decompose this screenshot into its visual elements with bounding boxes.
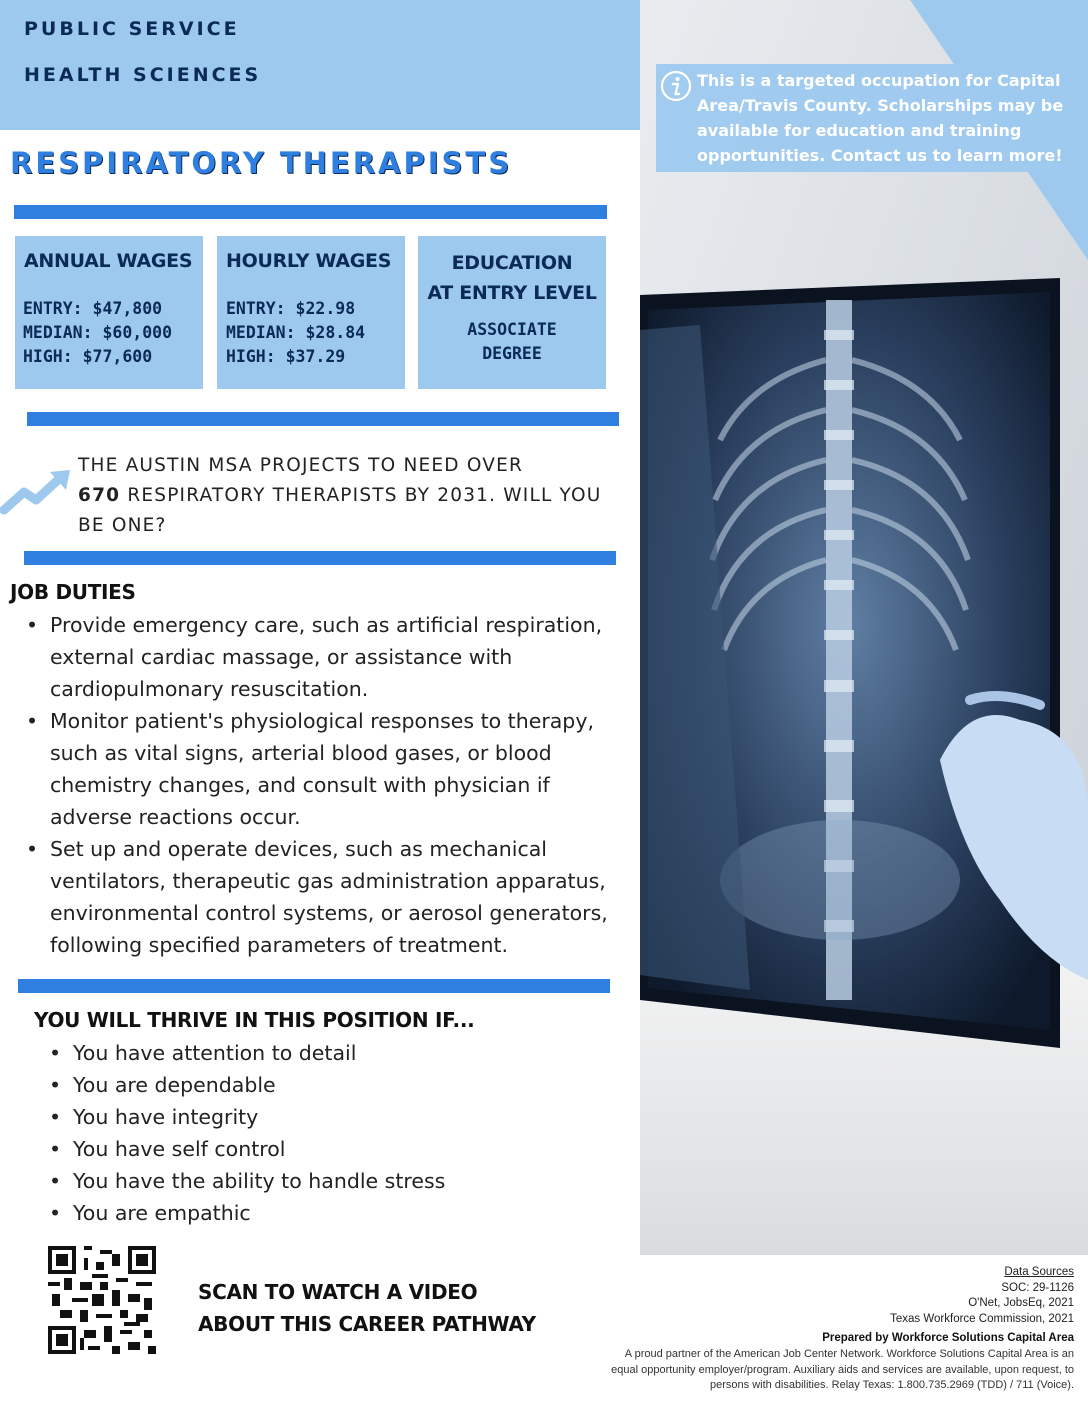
hourly-entry: ENTRY: $22.98 — [226, 299, 356, 318]
education-title-line-2: AT ENTRY LEVEL — [427, 282, 597, 304]
education-card — [418, 236, 606, 389]
hourly-median: MEDIAN: $28.84 — [226, 323, 366, 342]
page-title: RESPIRATORY THERAPISTS — [10, 146, 513, 180]
annual-high: HIGH: $77,600 — [23, 347, 153, 366]
projection-part-1: THE AUSTIN MSA PROJECTS TO NEED OVER — [78, 455, 524, 476]
soc-code: SOC: 29-1126 — [1001, 1281, 1074, 1294]
annual-wages-title: ANNUAL WAGES — [24, 250, 193, 272]
hourly-high: HIGH: $37.29 — [226, 347, 346, 366]
info-icon — [660, 70, 692, 102]
education-title — [418, 248, 606, 308]
source-line: Texas Workforce Commission, 2021 — [890, 1312, 1074, 1325]
disclaimer: A proud partner of the American Job Center Network. Workforce Solutions Capital Area is an equal opportunity employer/program. Auxiliary aids and services are available, upon request, to persons with disabilities. Relay Texas: 1.800.735.2969 (TDD) / 711 (Voice). — [611, 1348, 1074, 1391]
list-item: • You have self control — [45, 1133, 605, 1165]
xray-photo — [640, 0, 1088, 1255]
career-pathway: HEALTH SCIENCES — [24, 64, 262, 86]
thrive-list — [45, 1037, 605, 1229]
data-sources — [634, 1265, 1074, 1327]
education-value-line-2: DEGREE — [482, 344, 542, 363]
list-item: • Provide emergency care, such as artificial respiration, external cardiac massage, or assistance with cardiopulmonary resuscitation. — [22, 609, 632, 705]
divider — [14, 205, 607, 219]
career-cluster: PUBLIC SERVICE — [24, 18, 240, 40]
education-value-line-1: ASSOCIATE — [467, 320, 557, 339]
data-sources-heading: Data Sources — [1004, 1266, 1074, 1278]
prepared-by: Prepared by Workforce Solutions Capital Area — [822, 1332, 1074, 1344]
list-item: • Monitor patient's physiological responses to therapy, such as vital signs, arterial blood gases, or blood chemistry changes, and consult with physician if adverse reactions occur. — [22, 705, 632, 833]
list-item: • You have attention to detail — [45, 1037, 605, 1069]
divider — [27, 412, 619, 426]
hourly-wages-card — [217, 236, 405, 389]
list-item: • You are dependable — [45, 1069, 605, 1101]
scan-line-1: SCAN TO WATCH A VIDEO — [198, 1280, 478, 1304]
divider — [18, 979, 610, 993]
scan-line-2: ABOUT THIS CAREER PATHWAY — [198, 1312, 536, 1336]
list-item: • You have the ability to handle stress — [45, 1165, 605, 1197]
hourly-wages-title: HOURLY WAGES — [226, 250, 392, 272]
job-duties-heading: JOB DUTIES — [10, 580, 136, 604]
thrive-heading: YOU WILL THRIVE IN THIS POSITION IF... — [34, 1008, 475, 1032]
projection-part-2: RESPIRATORY THERAPISTS BY 2031. WILL YOU BE ONE? — [78, 485, 602, 536]
list-item: • You have integrity — [45, 1101, 605, 1133]
annual-wages-card — [15, 236, 203, 389]
scan-prompt — [198, 1276, 536, 1340]
divider — [24, 551, 616, 565]
education-value — [418, 318, 606, 366]
annual-median: MEDIAN: $60,000 — [23, 323, 173, 342]
list-item: • You are empathic — [45, 1197, 605, 1229]
source-line: O'Net, JobsEq, 2021 — [968, 1297, 1074, 1309]
education-title-line-1: EDUCATION — [451, 252, 573, 274]
projection-count: 670 — [78, 485, 121, 506]
targeted-occupation-text: This is a targeted occupation for Capital Area/Travis County. Scholarships may be available for education and training opportunities. Contact us to learn more! — [697, 71, 1064, 165]
annual-wages-values — [23, 297, 172, 369]
annual-entry: ENTRY: $47,800 — [23, 299, 163, 318]
job-duties-list — [22, 609, 632, 961]
list-item: • Set up and operate devices, such as mechanical ventilators, therapeutic gas administration apparatus, environmental control systems, or aerosol generators, following specified parameters of treatment. — [22, 833, 632, 961]
trend-up-icon — [0, 468, 70, 516]
hourly-wages-values — [226, 297, 365, 369]
projection-text — [78, 451, 626, 541]
qr-code-icon[interactable] — [48, 1246, 156, 1354]
